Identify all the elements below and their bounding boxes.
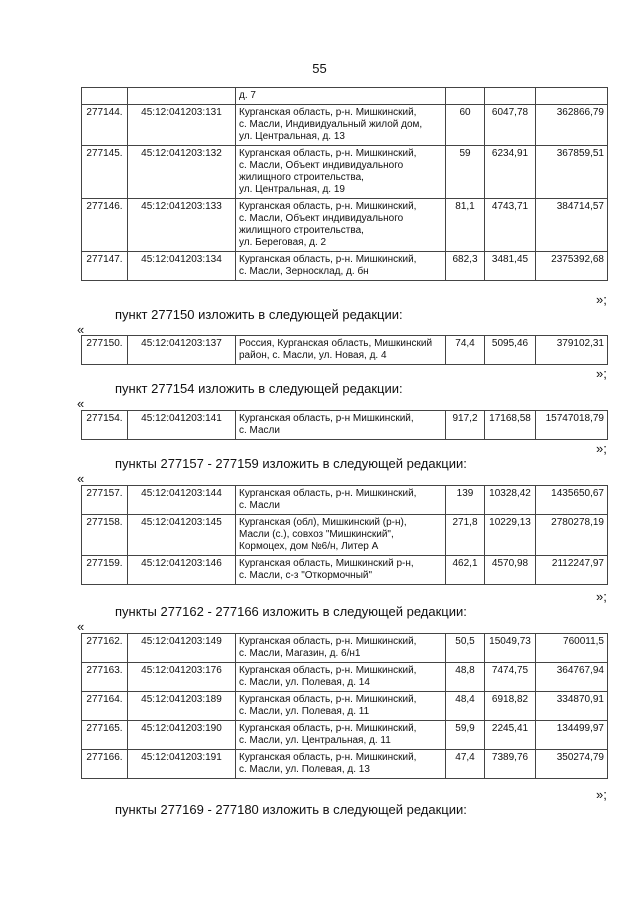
address-line: с. Масли, Магазин, д. 6/н1 bbox=[239, 648, 361, 659]
address-line: д. 7 bbox=[239, 90, 256, 101]
opening-quote: « bbox=[77, 322, 85, 337]
address-line: Курганская область, р-н. Мишкинский, bbox=[239, 488, 417, 499]
rate-value: 4743,71 bbox=[485, 199, 536, 252]
cadastral-number: 45:12:041203:132 bbox=[128, 146, 236, 199]
table-4 bbox=[81, 485, 608, 585]
entry-number: 277147. bbox=[82, 252, 128, 281]
address-line: жилищного строительства, bbox=[239, 172, 364, 183]
paragraph-277157-277159: пункты 277157 - 277159 изложить в следующей редакции: bbox=[115, 456, 467, 471]
rate-value bbox=[485, 88, 536, 105]
area-value: 81,1 bbox=[446, 199, 485, 252]
address-line: с. Масли bbox=[239, 425, 280, 436]
table-row bbox=[82, 105, 608, 146]
entry-number: 277145. bbox=[82, 146, 128, 199]
table-2 bbox=[81, 335, 608, 365]
address-cell bbox=[236, 199, 446, 252]
cadastral-number: 45:12:041203:176 bbox=[128, 663, 236, 692]
address-line: с. Масли, ул. Полевая, д. 11 bbox=[239, 706, 370, 717]
address-line: Курганская область, р-н. Мишкинский, bbox=[239, 636, 417, 647]
address-line: ул. Центральная, д. 13 bbox=[239, 131, 345, 142]
address-cell bbox=[236, 486, 446, 515]
rate-value: 6047,78 bbox=[485, 105, 536, 146]
area-value: 462,1 bbox=[446, 556, 485, 585]
cadastral-value: 760011,5 bbox=[536, 634, 608, 663]
entry-number: 277154. bbox=[82, 411, 128, 440]
rate-value: 15049,73 bbox=[485, 634, 536, 663]
address-cell bbox=[236, 88, 446, 105]
cadastral-value: 362866,79 bbox=[536, 105, 608, 146]
address-cell bbox=[236, 252, 446, 281]
table-row bbox=[82, 721, 608, 750]
address-line: Масли (с.), совхоз "Мишкинский", bbox=[239, 529, 394, 540]
closing-quote: »; bbox=[596, 292, 607, 307]
table-row bbox=[82, 750, 608, 779]
table-row bbox=[82, 692, 608, 721]
entry-number: 277146. bbox=[82, 199, 128, 252]
cadastral-number: 45:12:041203:134 bbox=[128, 252, 236, 281]
table-row bbox=[82, 336, 608, 365]
entry-number: 277163. bbox=[82, 663, 128, 692]
area-value: 74,4 bbox=[446, 336, 485, 365]
table-row bbox=[82, 486, 608, 515]
closing-quote: »; bbox=[596, 366, 607, 381]
table-row bbox=[82, 411, 608, 440]
entry-number: 277158. bbox=[82, 515, 128, 556]
table-row bbox=[82, 88, 608, 105]
cadastral-value: 2112247,97 bbox=[536, 556, 608, 585]
rate-value: 17168,58 bbox=[485, 411, 536, 440]
address-line: Курганская область, р-н. Мишкинский, bbox=[239, 752, 417, 763]
address-line: с. Масли, Объект индивидуального bbox=[239, 160, 404, 171]
cadastral-value: 334870,91 bbox=[536, 692, 608, 721]
area-value: 60 bbox=[446, 105, 485, 146]
address-line: Курганская область, р-н. Мишкинский, bbox=[239, 148, 417, 159]
rate-value: 7474,75 bbox=[485, 663, 536, 692]
address-cell bbox=[236, 663, 446, 692]
table-row bbox=[82, 515, 608, 556]
cadastral-value: 2375392,68 bbox=[536, 252, 608, 281]
rate-value: 7389,76 bbox=[485, 750, 536, 779]
table-row bbox=[82, 663, 608, 692]
address-cell bbox=[236, 634, 446, 663]
address-line: Курганская область, р-н Мишкинский, bbox=[239, 413, 414, 424]
entry-number: 277159. bbox=[82, 556, 128, 585]
address-line: Курганская область, Мишкинский р-н, bbox=[239, 558, 414, 569]
address-line: с. Масли, Зерносклад, д. бн bbox=[239, 266, 369, 277]
entry-number: 277165. bbox=[82, 721, 128, 750]
address-cell bbox=[236, 556, 446, 585]
address-cell bbox=[236, 515, 446, 556]
cadastral-value: 367859,51 bbox=[536, 146, 608, 199]
address-line: с. Масли, Индивидуальный жилой дом, bbox=[239, 119, 423, 130]
entry-number: 277144. bbox=[82, 105, 128, 146]
area-value: 682,3 bbox=[446, 252, 485, 281]
address-line: Курганская область, р-н. Мишкинский, bbox=[239, 254, 417, 265]
cadastral-value: 15747018,79 bbox=[536, 411, 608, 440]
area-value: 139 bbox=[446, 486, 485, 515]
address-line: с. Масли, ул. Центральная, д. 11 bbox=[239, 735, 391, 746]
area-value bbox=[446, 88, 485, 105]
rate-value: 10229,13 bbox=[485, 515, 536, 556]
address-line: с. Масли, Объект индивидуального bbox=[239, 213, 404, 224]
rate-value: 6918,82 bbox=[485, 692, 536, 721]
address-line: ул. Береговая, д. 2 bbox=[239, 237, 327, 248]
table-3 bbox=[81, 410, 608, 440]
table-row bbox=[82, 199, 608, 252]
rate-value: 6234,91 bbox=[485, 146, 536, 199]
paragraph-277150: пункт 277150 изложить в следующей редакции: bbox=[115, 307, 403, 322]
rate-value: 10328,42 bbox=[485, 486, 536, 515]
address-cell bbox=[236, 721, 446, 750]
cadastral-number: 45:12:041203:144 bbox=[128, 486, 236, 515]
address-line: Россия, Курганская область, Мишкинский bbox=[239, 338, 433, 349]
closing-quote: »; bbox=[596, 589, 607, 604]
rate-value: 4570,98 bbox=[485, 556, 536, 585]
opening-quote: « bbox=[77, 619, 85, 634]
entry-number: 277150. bbox=[82, 336, 128, 365]
address-line: Курганская область, р-н. Мишкинский, bbox=[239, 694, 417, 705]
rate-value: 3481,45 bbox=[485, 252, 536, 281]
address-line: Курганская область, р-н. Мишкинский, bbox=[239, 201, 417, 212]
area-value: 59,9 bbox=[446, 721, 485, 750]
closing-quote: »; bbox=[596, 441, 607, 456]
paragraph-277162-277166: пункты 277162 - 277166 изложить в следующей редакции: bbox=[115, 604, 467, 619]
address-line: с. Масли, с-з "Откормочный" bbox=[239, 570, 373, 581]
cadastral-number: 45:12:041203:149 bbox=[128, 634, 236, 663]
address-line: с. Масли, ул. Полевая, д. 14 bbox=[239, 677, 370, 688]
table-1 bbox=[81, 87, 608, 281]
address-cell bbox=[236, 146, 446, 199]
paragraph-277169-277180: пункты 277169 - 277180 изложить в следующей редакции: bbox=[115, 802, 467, 817]
address-line: ул. Центральная, д. 19 bbox=[239, 184, 345, 195]
cadastral-value: 1435650,67 bbox=[536, 486, 608, 515]
area-value: 50,5 bbox=[446, 634, 485, 663]
cadastral-value: 134499,97 bbox=[536, 721, 608, 750]
table-row bbox=[82, 556, 608, 585]
page-number: 55 bbox=[312, 61, 327, 76]
cadastral-number: 45:12:041203:189 bbox=[128, 692, 236, 721]
area-value: 48,8 bbox=[446, 663, 485, 692]
address-line: Курганская область, р-н. Мишкинский, bbox=[239, 107, 417, 118]
address-cell bbox=[236, 105, 446, 146]
area-value: 271,8 bbox=[446, 515, 485, 556]
address-cell bbox=[236, 692, 446, 721]
table-row bbox=[82, 634, 608, 663]
cadastral-value: 2780278,19 bbox=[536, 515, 608, 556]
address-line: с. Масли bbox=[239, 500, 280, 511]
entry-number: 277164. bbox=[82, 692, 128, 721]
address-line: Курганская область, р-н. Мишкинский, bbox=[239, 665, 417, 676]
closing-quote: »; bbox=[596, 787, 607, 802]
cadastral-number bbox=[128, 88, 236, 105]
address-line: Курганская область, р-н. Мишкинский, bbox=[239, 723, 417, 734]
address-line: жилищного строительства, bbox=[239, 225, 364, 236]
cadastral-number: 45:12:041203:146 bbox=[128, 556, 236, 585]
entry-number: 277166. bbox=[82, 750, 128, 779]
rate-value: 5095,46 bbox=[485, 336, 536, 365]
table-5 bbox=[81, 633, 608, 779]
cadastral-number: 45:12:041203:133 bbox=[128, 199, 236, 252]
entry-number: 277162. bbox=[82, 634, 128, 663]
cadastral-number: 45:12:041203:141 bbox=[128, 411, 236, 440]
address-line: Курганская (обл), Мишкинский (р-н), bbox=[239, 517, 407, 528]
cadastral-number: 45:12:041203:190 bbox=[128, 721, 236, 750]
address-line: с. Масли, ул. Полевая, д. 13 bbox=[239, 764, 370, 775]
cadastral-number: 45:12:041203:191 bbox=[128, 750, 236, 779]
area-value: 59 bbox=[446, 146, 485, 199]
address-cell bbox=[236, 336, 446, 365]
address-line: район, с. Масли, ул. Новая, д. 4 bbox=[239, 350, 387, 361]
cadastral-number: 45:12:041203:137 bbox=[128, 336, 236, 365]
address-cell bbox=[236, 411, 446, 440]
entry-number: 277157. bbox=[82, 486, 128, 515]
cadastral-number: 45:12:041203:131 bbox=[128, 105, 236, 146]
opening-quote: « bbox=[77, 396, 85, 411]
area-value: 48,4 bbox=[446, 692, 485, 721]
address-cell bbox=[236, 750, 446, 779]
opening-quote: « bbox=[77, 471, 85, 486]
address-line: Кормоцех, дом №6/н, Литер А bbox=[239, 541, 379, 552]
area-value: 917,2 bbox=[446, 411, 485, 440]
cadastral-value: 364767,94 bbox=[536, 663, 608, 692]
cadastral-value: 379102,31 bbox=[536, 336, 608, 365]
table-row bbox=[82, 252, 608, 281]
entry-number bbox=[82, 88, 128, 105]
cadastral-value: 384714,57 bbox=[536, 199, 608, 252]
rate-value: 2245,41 bbox=[485, 721, 536, 750]
cadastral-number: 45:12:041203:145 bbox=[128, 515, 236, 556]
paragraph-277154: пункт 277154 изложить в следующей редакции: bbox=[115, 381, 403, 396]
table-row bbox=[82, 146, 608, 199]
cadastral-value bbox=[536, 88, 608, 105]
cadastral-value: 350274,79 bbox=[536, 750, 608, 779]
area-value: 47,4 bbox=[446, 750, 485, 779]
